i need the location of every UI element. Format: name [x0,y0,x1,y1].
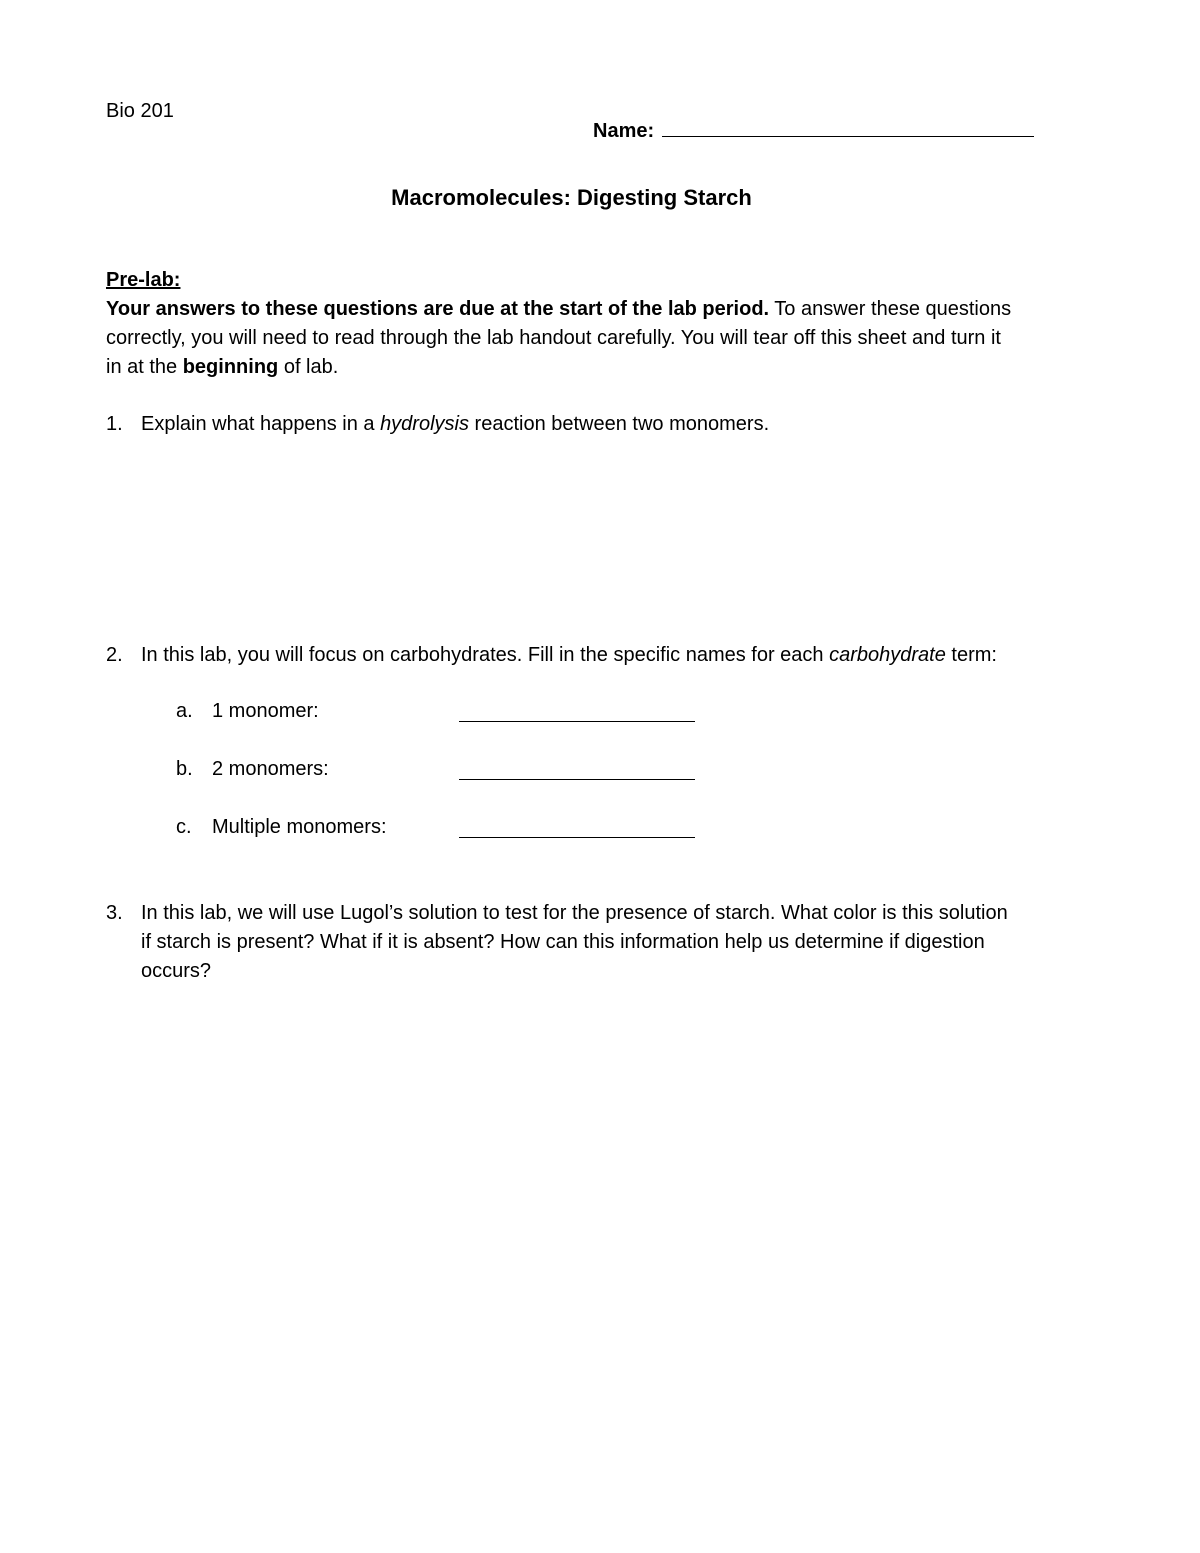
question-2-post: term: [945,644,997,666]
item-a-label: 1 monomer: [212,700,319,722]
prelab-heading: Pre-lab: [106,269,181,291]
prelab-intro-line3 [106,356,338,379]
question-1-answer-area[interactable] [141,450,1091,620]
question-3-answer-area[interactable] [141,1000,1091,1300]
question-1-text [141,413,769,436]
question-3-number: 3. [106,902,123,924]
item-c-label: Multiple monomers: [212,816,387,838]
item-a-letter: a. [176,700,193,722]
item-c-letter: c. [176,816,192,838]
prelab-intro-post: of lab. [278,356,339,378]
question-2-text [141,644,997,667]
question-3-line1: In this lab, we will use Lugol’s solution to test for the presence of starch. What color is this solution [141,902,1008,924]
course-label: Bio 201 [106,100,174,122]
question-2-italic: carbohydrate [829,644,946,666]
question-1-post: reaction between two monomers. [468,413,770,435]
question-2-pre: In this lab, you will focus on carbohydrates. Fill in the specific names for each [141,644,830,666]
name-label: Name: [593,120,655,142]
item-b-letter: b. [176,758,193,780]
question-3-line3: occurs? [141,960,212,982]
prelab-intro-pre: in at the [106,356,183,378]
question-2-number: 2. [106,644,123,666]
item-c-blank[interactable] [459,817,695,838]
item-b-label: 2 monomers: [212,758,329,780]
question-3-line2: if starch is present? What if it is absent? How can this information help us determine if digestion [141,931,985,953]
prelab-intro-line2: correctly, you will need to read through the lab handout carefully. You will tear off this sheet and turn it [106,327,1001,349]
name-field [593,116,1034,143]
question-1-pre: Explain what happens in a [141,413,381,435]
page-title: Macromolecules: Digesting Starch [391,185,752,210]
item-b-blank[interactable] [459,759,695,780]
prelab-intro-rest: To answer these questions [769,298,1012,320]
item-a-blank[interactable] [459,701,695,722]
prelab-intro-bold: Your answers to these questions are due at the start of the lab period. [106,298,770,320]
question-1-number: 1. [106,413,123,435]
prelab-intro-beginning: beginning [182,356,279,378]
name-blank[interactable] [662,116,1034,137]
question-1-italic: hydrolysis [380,413,469,435]
prelab-intro-line1 [106,298,1011,321]
